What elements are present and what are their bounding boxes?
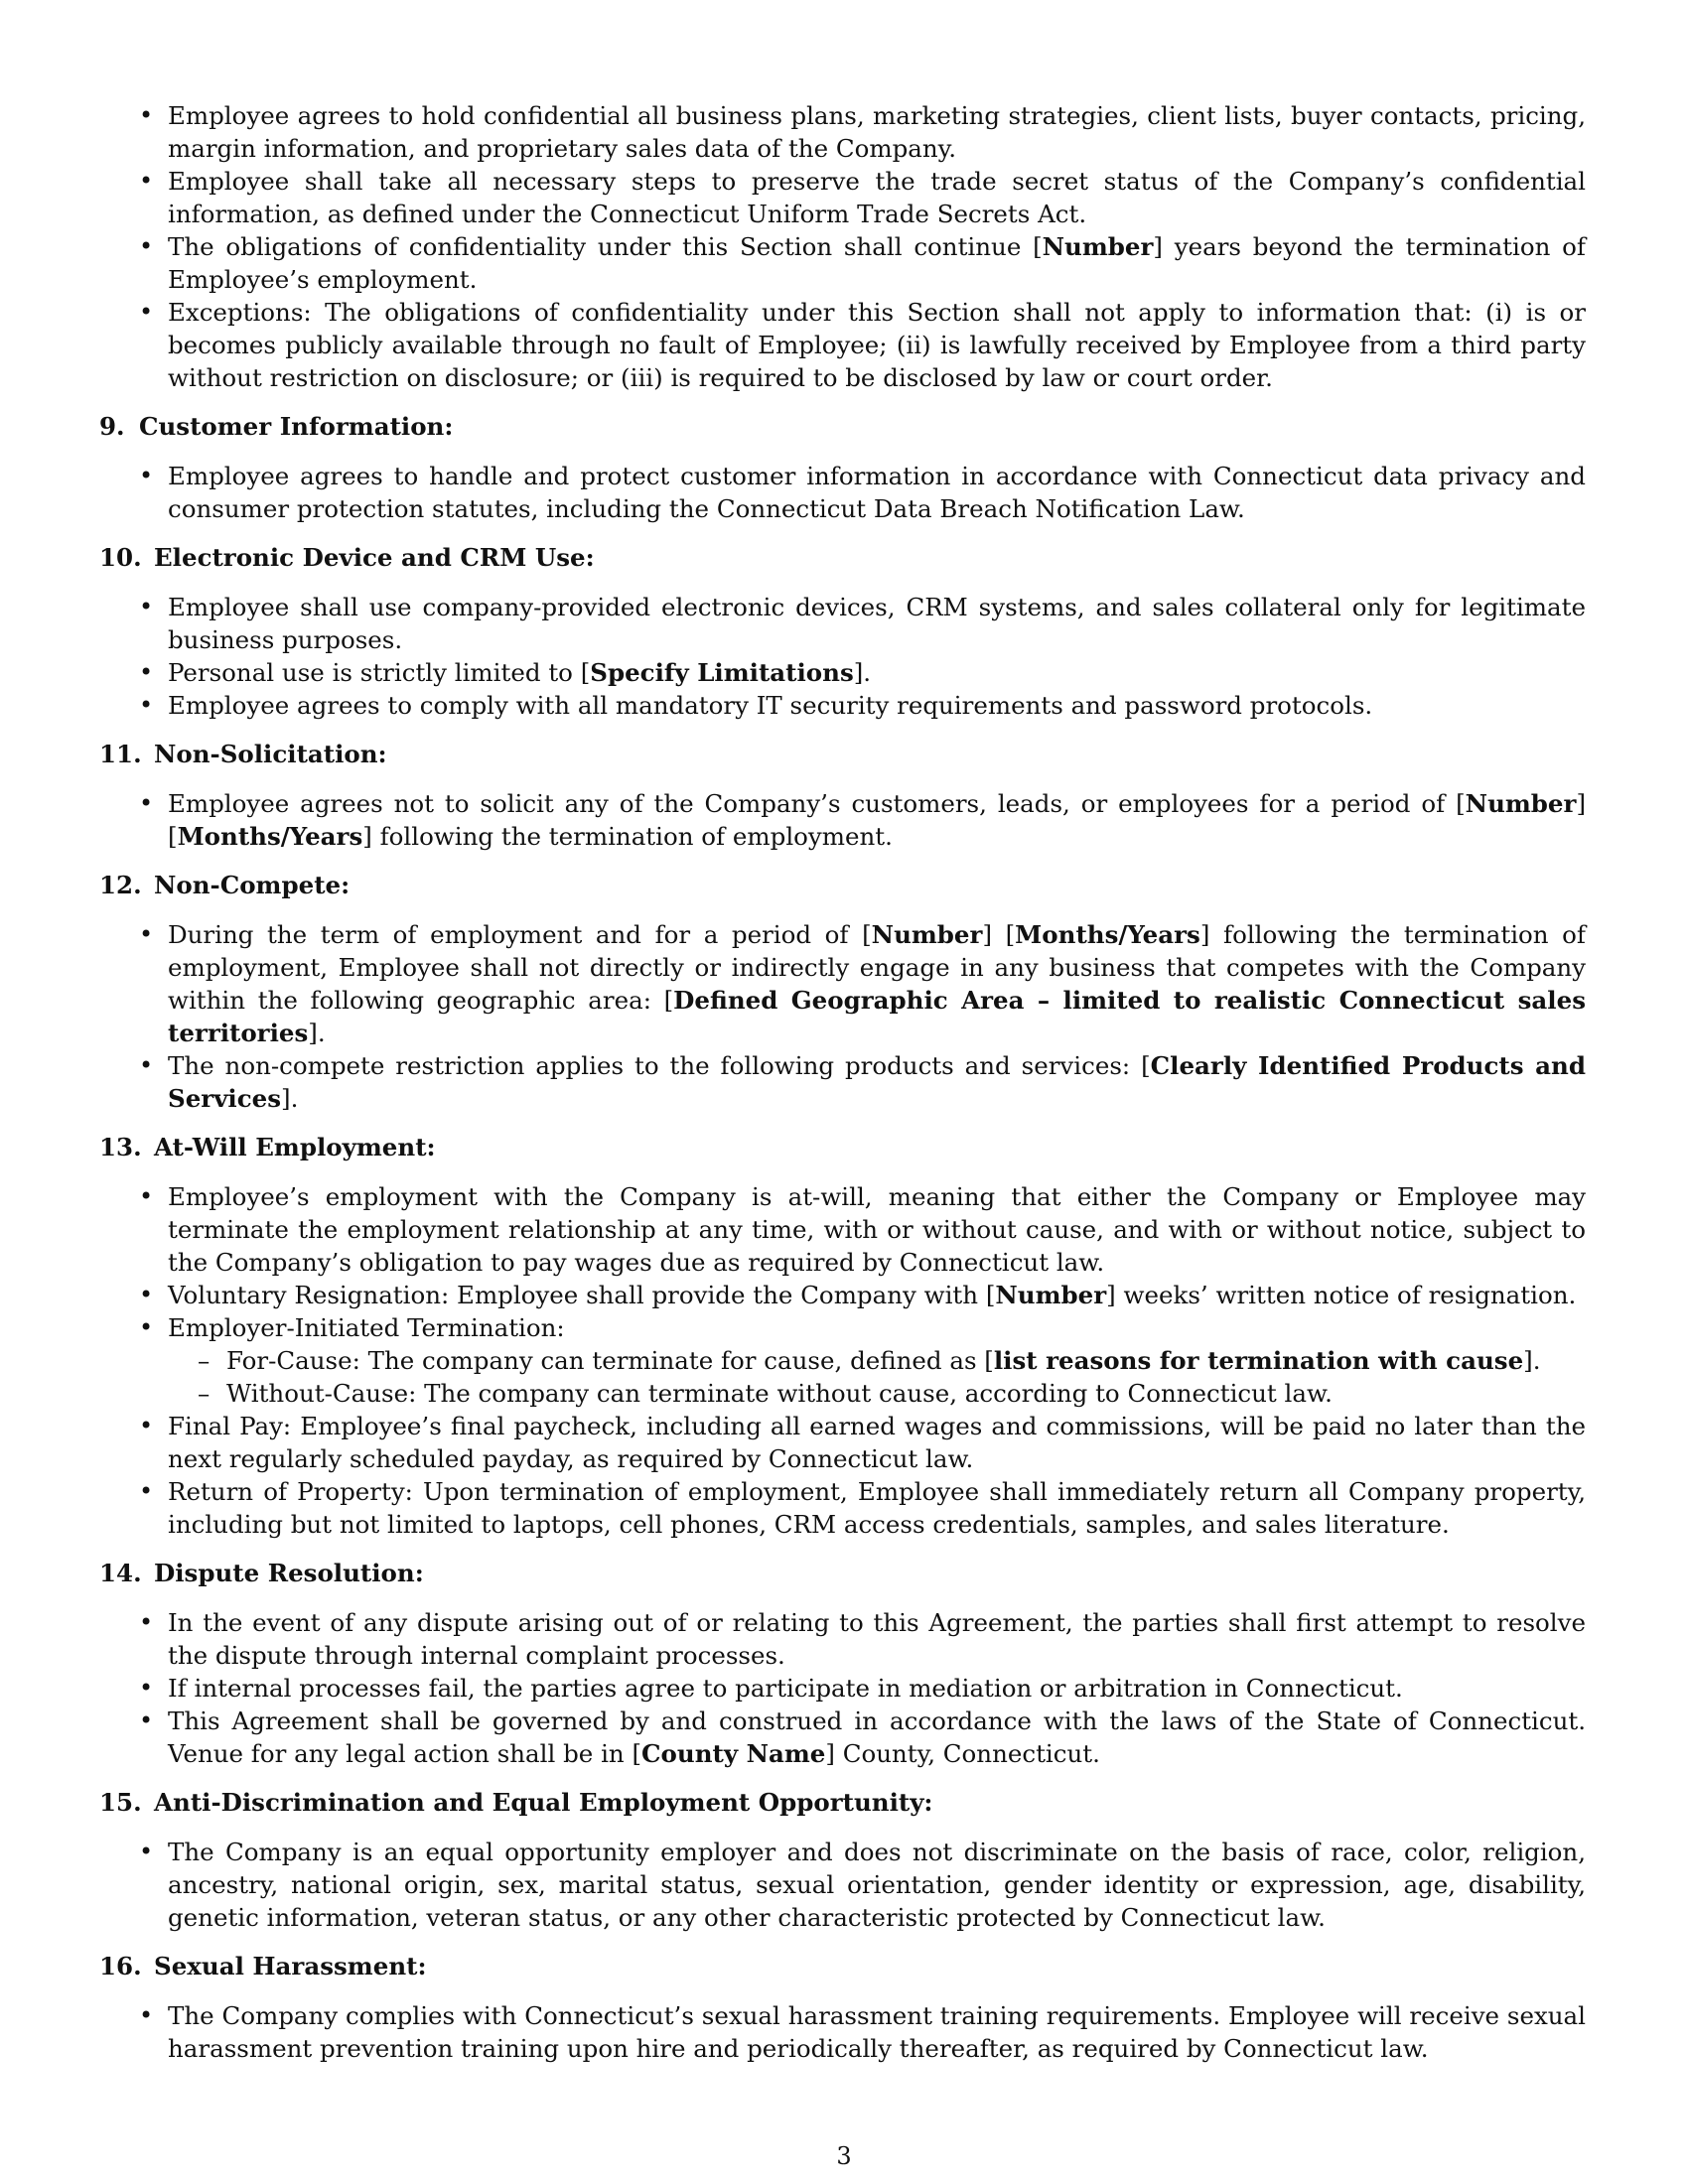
- list-item: • Employee agrees to hold confidential all business plans, marketing strategies, client lists, buyer contacts, pricing, margin information, and proprietary sales data of the Company.: [99, 99, 1586, 165]
- sub-list-item: – Without-Cause: The company can terminate without cause, according to Connecticut law.: [168, 1377, 1586, 1410]
- section-heading: 14. Dispute Resolution:: [99, 1559, 424, 1587]
- page-number: 3: [836, 2142, 852, 2170]
- list-item: • During the term of employment and for a period of [Number] [Months/Years] following the termination of employment, Employee shall not directly or indirectly engage in any business that competes with the Company within the following geographic area: [Defined Geographic Area – limited to realistic Connecticut sales territories].: [99, 918, 1586, 1049]
- section-9: [99, 410, 1586, 525]
- placeholder-field: Specify Limitations: [590, 658, 854, 687]
- list-item: • If internal processes fail, the parties agree to participate in mediation or arbitration in Connecticut.: [99, 1672, 1586, 1705]
- section-heading: 9. Customer Information:: [99, 412, 454, 441]
- placeholder-field: Months/Years: [177, 822, 363, 851]
- sub-list: [168, 1344, 1586, 1410]
- list-item: • Exceptions: The obligations of confidentiality under this Section shall not apply to information that: (i) is or becomes publicly available through no fault of Employee; (ii) is lawfully received by Employee from a third party without restriction on disclosure; or (iii) is required to be disclosed by law or court order.: [99, 296, 1586, 394]
- list-item: • Employee shall take all necessary steps to preserve the trade secret status of the Company’s confidential information, as defined under the Connecticut Uniform Trade Secrets Act.: [99, 165, 1586, 230]
- placeholder-field: list reasons for termination with cause: [993, 1346, 1524, 1375]
- section-16: [99, 1950, 1586, 2065]
- confidentiality-bullets: [99, 99, 1586, 394]
- section-heading: 12. Non-Compete:: [99, 871, 351, 899]
- list-item: • Voluntary Resignation: Employee shall provide the Company with [Number] weeks’ written notice of resignation.: [99, 1279, 1586, 1311]
- list-item: • The Company complies with Connecticut’s sexual harassment training requirements. Employee will receive sexual harassment prevention training upon hire and periodically thereafter, as required by Connecticut law.: [99, 1999, 1586, 2065]
- placeholder-field: Defined Geographic Area – limited to realistic Connecticut sales territories: [168, 986, 1586, 1047]
- list-item: • The Company is an equal opportunity employer and does not discriminate on the basis of race, color, religion, ancestry, national origin, sex, marital status, sexual orientation, gender identity or expression, age, disability, genetic information, veteran status, or any other characteristic protected by Connecticut law.: [99, 1836, 1586, 1934]
- placeholder-field: Number: [1465, 789, 1577, 818]
- list-item: • Employee’s employment with the Company is at-will, meaning that either the Company or Employee may terminate the employment relationship at any time, with or without cause, and with or without notice, subject to the Company’s obligation to pay wages due as required by Connecticut law.: [99, 1180, 1586, 1279]
- list-item: • In the event of any dispute arising out of or relating to this Agreement, the parties shall first attempt to resolve the dispute through internal complaint processes.: [99, 1606, 1586, 1672]
- section-heading: 13. At-Will Employment:: [99, 1133, 436, 1161]
- placeholder-field: County Name: [641, 1739, 826, 1768]
- list-item: • Personal use is strictly limited to [Specify Limitations].: [99, 656, 1586, 689]
- placeholder-field: Number: [1042, 232, 1154, 261]
- list-item: • Return of Property: Upon termination of employment, Employee shall immediately return all Company property, including but not limited to laptops, cell phones, CRM access credentials, samples, and sales literature.: [99, 1475, 1586, 1541]
- section-10: [99, 541, 1586, 722]
- section-heading: 11. Non-Solicitation:: [99, 740, 387, 768]
- list-item: • The non-compete restriction applies to the following products and services: [Clearly Identified Products and Services].: [99, 1049, 1586, 1115]
- sub-list-item: – For-Cause: The company can terminate for cause, defined as [list reasons for termination with cause].: [168, 1344, 1586, 1377]
- section-15: [99, 1786, 1586, 1934]
- section-12: [99, 869, 1586, 1115]
- section-11: [99, 738, 1586, 853]
- list-item: • Employee agrees to comply with all mandatory IT security requirements and password protocols.: [99, 689, 1586, 722]
- list-item: • Employee shall use company-provided electronic devices, CRM systems, and sales collateral only for legitimate business purposes.: [99, 591, 1586, 656]
- section-heading: 10. Electronic Device and CRM Use:: [99, 543, 595, 572]
- list-item: • Employer-Initiated Termination: – For-Cause: The company can terminate for cause, defined as [list reasons for termination with cause]. – Without-Cause: The company can terminate without cause, according to Connecticut law.: [99, 1311, 1586, 1410]
- placeholder-field: Number: [871, 920, 983, 949]
- section-14: [99, 1557, 1586, 1770]
- placeholder-field: Months/Years: [1015, 920, 1200, 949]
- list-item: • Final Pay: Employee’s final paycheck, including all earned wages and commissions, will be paid no later than the next regularly scheduled payday, as required by Connecticut law.: [99, 1410, 1586, 1475]
- list-item: • Employee agrees not to solicit any of the Company’s customers, leads, or employees for a period of [Number] [Months/Years] following the termination of employment.: [99, 787, 1586, 853]
- list-item: • The obligations of confidentiality under this Section shall continue [Number] years beyond the termination of Employee’s employment.: [99, 230, 1586, 296]
- document-body: [99, 99, 1586, 2065]
- section-heading: 15. Anti-Discrimination and Equal Employment Opportunity:: [99, 1788, 933, 1817]
- list-item: • Employee agrees to handle and protect customer information in accordance with Connecticut data privacy and consumer protection statutes, including the Connecticut Data Breach Notification Law.: [99, 460, 1586, 525]
- list-item: • This Agreement shall be governed by and construed in accordance with the laws of the State of Connecticut. Venue for any legal action shall be in [County Name] County, Connecticut.: [99, 1705, 1586, 1770]
- placeholder-field: Clearly Identified Products and Services: [168, 1051, 1586, 1113]
- placeholder-field: Number: [995, 1281, 1107, 1309]
- section-heading: 16. Sexual Harassment:: [99, 1952, 427, 1980]
- section-13: [99, 1131, 1586, 1541]
